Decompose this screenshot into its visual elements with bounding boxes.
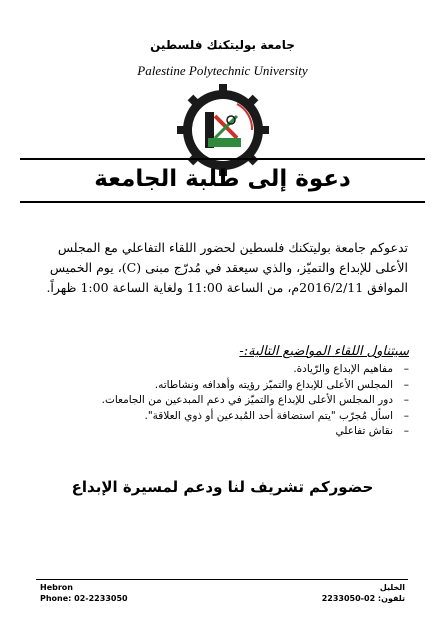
university-name-arabic: جامعة بوليتكنك فلسطين bbox=[150, 38, 295, 52]
list-item: – مفاهيم الإبداع والرّيادة. bbox=[293, 363, 409, 375]
list-item: – اسأل مُجرّب "يتم استضافة أحد المُبدعين أو ذوي العلاقة". bbox=[144, 409, 409, 422]
university-name-english: Palestine Polytechnic University bbox=[137, 63, 308, 78]
header-rule-top bbox=[20, 158, 425, 160]
footer-phone-en: Phone: 02-2233050 bbox=[40, 594, 128, 603]
header-rule-bottom bbox=[20, 201, 425, 203]
footer-english bbox=[40, 582, 128, 604]
footer-city-ar: الخليل bbox=[379, 583, 405, 592]
footer-arabic bbox=[322, 582, 405, 604]
topics-heading: سيتناول اللقاء المواضيع التالية:- bbox=[239, 344, 409, 359]
university-logo bbox=[175, 82, 271, 178]
footer-city-en: Hebron bbox=[40, 583, 73, 592]
closing-line: حضوركم تشريف لنا ودعم لمسيرة الإبداع bbox=[71, 478, 374, 496]
footer-phone-ar: تلفون: 02-2233050 bbox=[321, 594, 405, 603]
list-item: – دور المجلس الأعلى للإبداع والتميّز في دعم المبدعين من الجامعات. bbox=[101, 394, 409, 406]
list-item: – نقاش تفاعلي bbox=[335, 425, 409, 437]
page-title: دعوة إلى طلبة الجامعة bbox=[94, 166, 351, 192]
topics-list bbox=[49, 362, 409, 440]
invitation-paragraph: تدعوكم جامعة بوليتكنك فلسطين لحضور اللقاء التفاعلي مع المجلس الأعلى للإبداع والتميّز، والذي سيعقد في مُدرّج مبنى (C)، يوم الخميس الموافق 2016/2/11م، من الساعة 11:00 ولغاية الساعة 1:00 ظهراً. bbox=[46, 240, 408, 295]
list-item: – المجلس الأعلى للإبداع والتميّز رؤيته وأهدافه ونشاطاته. bbox=[154, 378, 409, 391]
footer-rule bbox=[36, 579, 408, 580]
